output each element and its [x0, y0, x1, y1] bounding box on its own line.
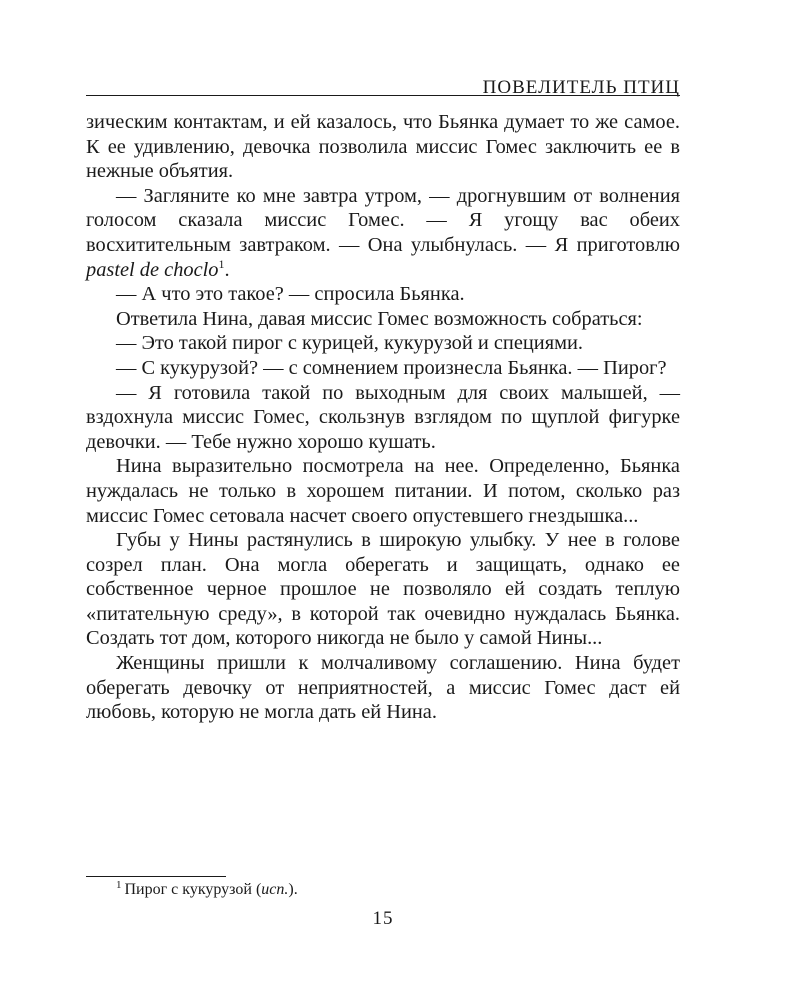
header-rule	[86, 95, 680, 96]
footnote-rule	[86, 876, 226, 877]
footnote-abbrev: исп.	[261, 881, 289, 898]
paragraph-5: — Это такой пирог с курицей, кукурузой и специями.	[116, 332, 584, 355]
paragraph-3: — А что это такое? — спросила Бьянка.	[116, 283, 465, 306]
paragraph-1: зическим контактам, и ей казалось, что Бьянка думает то же самое. К ее удивлению, девочка позволила миссис Гомес заключить ее в нежные объятия.	[86, 111, 680, 183]
paragraph-4: Ответила Нина, давая миссис Гомес возможность собраться:	[116, 307, 643, 330]
page-number: 15	[372, 908, 394, 929]
footnote	[116, 880, 298, 900]
italic-phrase: pastel de choclo	[86, 258, 219, 281]
paragraph-7: — Я готовила такой по выходным для своих малышей, — вздохнула миссис Гомес, скользнув взглядом по щуплой фигурке девочки. — Тебе нужно хорошо кушать.	[86, 381, 680, 453]
paragraph-10: Женщины пришли к молчаливому соглашению. Нина будет оберегать девочку от неприятностей, а миссис Гомес даст ей любовь, которую не могла дать ей Нина.	[86, 652, 680, 724]
footnote-number: 1	[116, 878, 122, 891]
footnote-marker: 1	[218, 256, 225, 271]
book-page	[86, 62, 680, 932]
paragraph-2-text: — Загляните ко мне завтра утром, — дрогнувшим от волнения голосом сказала миссис Гомес. — Я угощу вас обеих восхитительным завтраком. — Она улыбнулась. — Я приготовлю	[86, 184, 680, 256]
paragraph-6: — С кукурузой? — с сомнением произнесла Бьянка. — Пирог?	[116, 356, 667, 379]
running-head: ПОВЕЛИТЕЛЬ ПТИЦ	[482, 77, 680, 98]
paragraph-2: — Загляните ко мне завтра утром, — дрогнувшим от волнения голосом сказала миссис Гомес. — Я угощу вас обеих восхитительным завтраком. — Она улыбнулась. — Я приготовлю pastel de choclo$^1$.	[86, 184, 680, 281]
paragraph-9: Губы у Нины растянулись в широкую улыбку. У нее в голове созрел план. Она могла оберегать и защищать, однако ее собственное черное прошлое не позволяло ей создать теплую «питательную среду», в которой так очевидно нуждалась Бьянка. Создать тот дом, которого никогда не было у самой Нины...	[86, 529, 680, 650]
footnote-text-before: Пирог с кукурузой (	[124, 881, 262, 898]
footnote-text-after: ).	[288, 881, 298, 898]
body-text	[86, 110, 680, 725]
paragraph-8: Нина выразительно посмотрела на нее. Определенно, Бьянка нуждалась не только в хорошем питании. И потом, сколько раз миссис Гомес сетовала насчет своего опустевшего гнездышка...	[86, 455, 680, 527]
